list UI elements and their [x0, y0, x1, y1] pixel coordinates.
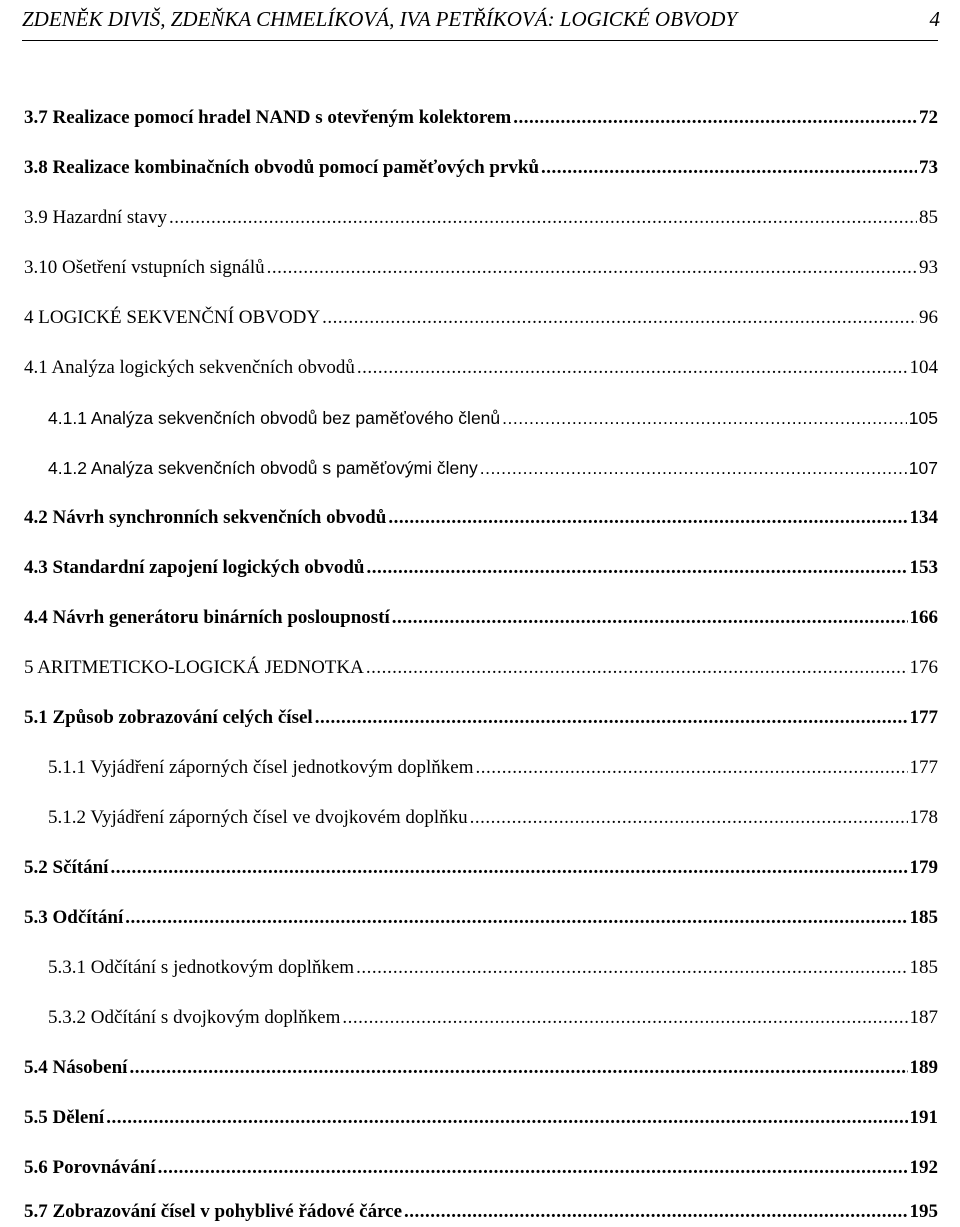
- toc-entry[interactable]: [0, 752, 960, 780]
- toc-entry-page: 191: [909, 1107, 938, 1128]
- toc-entry-title: 5.5 Dělení: [24, 1107, 105, 1128]
- toc-leader: [513, 106, 917, 130]
- toc-leader: [125, 906, 907, 930]
- toc-entry-page: 85: [919, 207, 938, 228]
- toc-entry[interactable]: [0, 552, 960, 580]
- toc-entry-title: 5.3.1 Odčítání s jednotkovým doplňkem: [48, 957, 355, 978]
- toc-entry-page: 185: [909, 907, 938, 928]
- toc-entry-title: 3.8 Realizace kombinačních obvodů pomocí paměťových prvků: [24, 157, 540, 178]
- toc-entry-page: 72: [919, 107, 938, 128]
- toc-entry-page: 187: [909, 1007, 938, 1028]
- toc-entry-page: 177: [909, 707, 938, 728]
- toc-entry-page: 185: [909, 957, 938, 978]
- toc-entry-title: 5.1.1 Vyjádření záporných čísel jednotkovým doplňkem: [48, 757, 474, 778]
- toc-entry[interactable]: [0, 402, 960, 430]
- toc-entry-title: 5.7 Zobrazování čísel v pohyblivé řádové čárce: [24, 1201, 403, 1222]
- toc-entry[interactable]: [0, 702, 960, 730]
- toc-entry[interactable]: [0, 1102, 960, 1130]
- toc-leader: [322, 306, 917, 330]
- toc-entry-page: 93: [919, 257, 938, 278]
- toc-leader: [357, 356, 908, 380]
- toc-entry-page: 179: [909, 857, 938, 878]
- toc-entry-page: 189: [909, 1057, 938, 1078]
- toc-entry-title: 5.6 Porovnávání: [24, 1157, 156, 1178]
- toc-leader: [356, 956, 907, 980]
- toc-entry[interactable]: [0, 952, 960, 980]
- toc-entry[interactable]: [0, 452, 960, 480]
- toc-leader: [367, 556, 908, 580]
- toc-entry-page: 104: [909, 357, 938, 378]
- toc-leader: [106, 1106, 907, 1130]
- toc-entry[interactable]: [0, 852, 960, 880]
- toc-entry-title: 4.4 Návrh generátoru binárních posloupností: [24, 607, 390, 628]
- toc-leader: [366, 656, 908, 680]
- toc-entry-title: 5 ARITMETICKO-LOGICKÁ JEDNOTKA: [24, 657, 364, 678]
- toc-entry-page: 195: [909, 1201, 938, 1222]
- toc-entry[interactable]: [0, 1052, 960, 1080]
- toc-leader: [388, 506, 907, 530]
- toc-entry[interactable]: [0, 602, 960, 630]
- toc-entry-title: 5.1 Způsob zobrazování celých čísel: [24, 707, 313, 728]
- toc-entry[interactable]: [0, 202, 960, 230]
- toc-entry-page: 176: [909, 657, 938, 678]
- toc-entry[interactable]: [0, 102, 960, 130]
- toc-leader: [110, 856, 907, 880]
- toc-entry-title: 4.2 Návrh synchronních sekvenčních obvodů: [24, 507, 387, 528]
- toc-leader: [158, 1156, 908, 1180]
- toc-entry[interactable]: [0, 252, 960, 280]
- toc-entry[interactable]: [0, 502, 960, 530]
- toc-entry-title: 4.1.2 Analýza sekvenčních obvodů s paměťovými členy: [48, 458, 478, 478]
- toc-entry-title: 5.1.2 Vyjádření záporných čísel ve dvojkovém doplňku: [48, 807, 468, 828]
- toc-leader: [267, 256, 917, 280]
- toc-leader: [129, 1056, 907, 1080]
- toc-entry-page: 153: [909, 557, 938, 578]
- toc-leader: [342, 1006, 907, 1030]
- toc-entry[interactable]: [0, 902, 960, 930]
- toc-leader: [315, 706, 908, 730]
- toc-leader: [169, 206, 917, 230]
- toc-entry-title: 5.3.2 Odčítání s dvojkovým doplňkem: [48, 1007, 341, 1028]
- toc-entry[interactable]: [0, 1152, 960, 1180]
- toc-entry-title: 3.7 Realizace pomocí hradel NAND s otevřeným kolektorem: [24, 107, 512, 128]
- toc-entry-page: 166: [909, 607, 938, 628]
- toc-entry-title: 5.3 Odčítání: [24, 907, 124, 928]
- toc-entry-title: 5.4 Násobení: [24, 1057, 128, 1078]
- toc-leader: [475, 756, 907, 780]
- running-header: [22, 4, 940, 34]
- toc-entry-title: 5.2 Sčítání: [24, 857, 109, 878]
- toc-entry-page: 73: [919, 157, 938, 178]
- toc-entry-page: 134: [909, 507, 938, 528]
- toc-entry[interactable]: [0, 152, 960, 180]
- toc-entry-title: 4.1 Analýza logických sekvenčních obvodů: [24, 357, 355, 378]
- toc-entry-title: 4 LOGICKÉ SEKVENČNÍ OBVODY: [24, 307, 321, 328]
- toc-entry[interactable]: [0, 352, 960, 380]
- toc-leader: [470, 806, 908, 830]
- toc-entry-title: 4.3 Standardní zapojení logických obvodů: [24, 557, 365, 578]
- toc-entry-page: 177: [909, 757, 938, 778]
- toc-entry[interactable]: [0, 652, 960, 680]
- header-page-number: 4: [929, 7, 940, 31]
- toc-leader: [541, 156, 917, 180]
- header-title: ZDENĚK DIVIŠ, ZDEŇKA CHMELÍKOVÁ, IVA PETŘÍKOVÁ: LOGICKÉ OBVODY: [22, 7, 738, 31]
- toc-entry-title: 4.1.1 Analýza sekvenčních obvodů bez paměťového členů: [48, 408, 501, 428]
- toc-leader: [502, 406, 907, 430]
- toc-entry-page: 178: [909, 807, 938, 828]
- toc-entry-page: 96: [919, 307, 938, 328]
- toc-entry-page: 105: [908, 408, 938, 428]
- toc-entry-page: 192: [909, 1157, 938, 1178]
- toc-entry-title: 3.10 Ošetření vstupních signálů: [24, 257, 265, 278]
- toc-entry-title: 3.9 Hazardní stavy: [24, 207, 167, 228]
- toc-entry[interactable]: [0, 302, 960, 330]
- toc-leader: [392, 606, 908, 630]
- toc-entry[interactable]: [0, 802, 960, 830]
- toc-entry-page: 107: [908, 458, 938, 478]
- toc-leader: [404, 1200, 907, 1224]
- toc-leader: [480, 456, 907, 480]
- header-rule: [22, 40, 938, 41]
- toc-entry[interactable]: [0, 1002, 960, 1030]
- toc-entry[interactable]: [0, 1196, 960, 1224]
